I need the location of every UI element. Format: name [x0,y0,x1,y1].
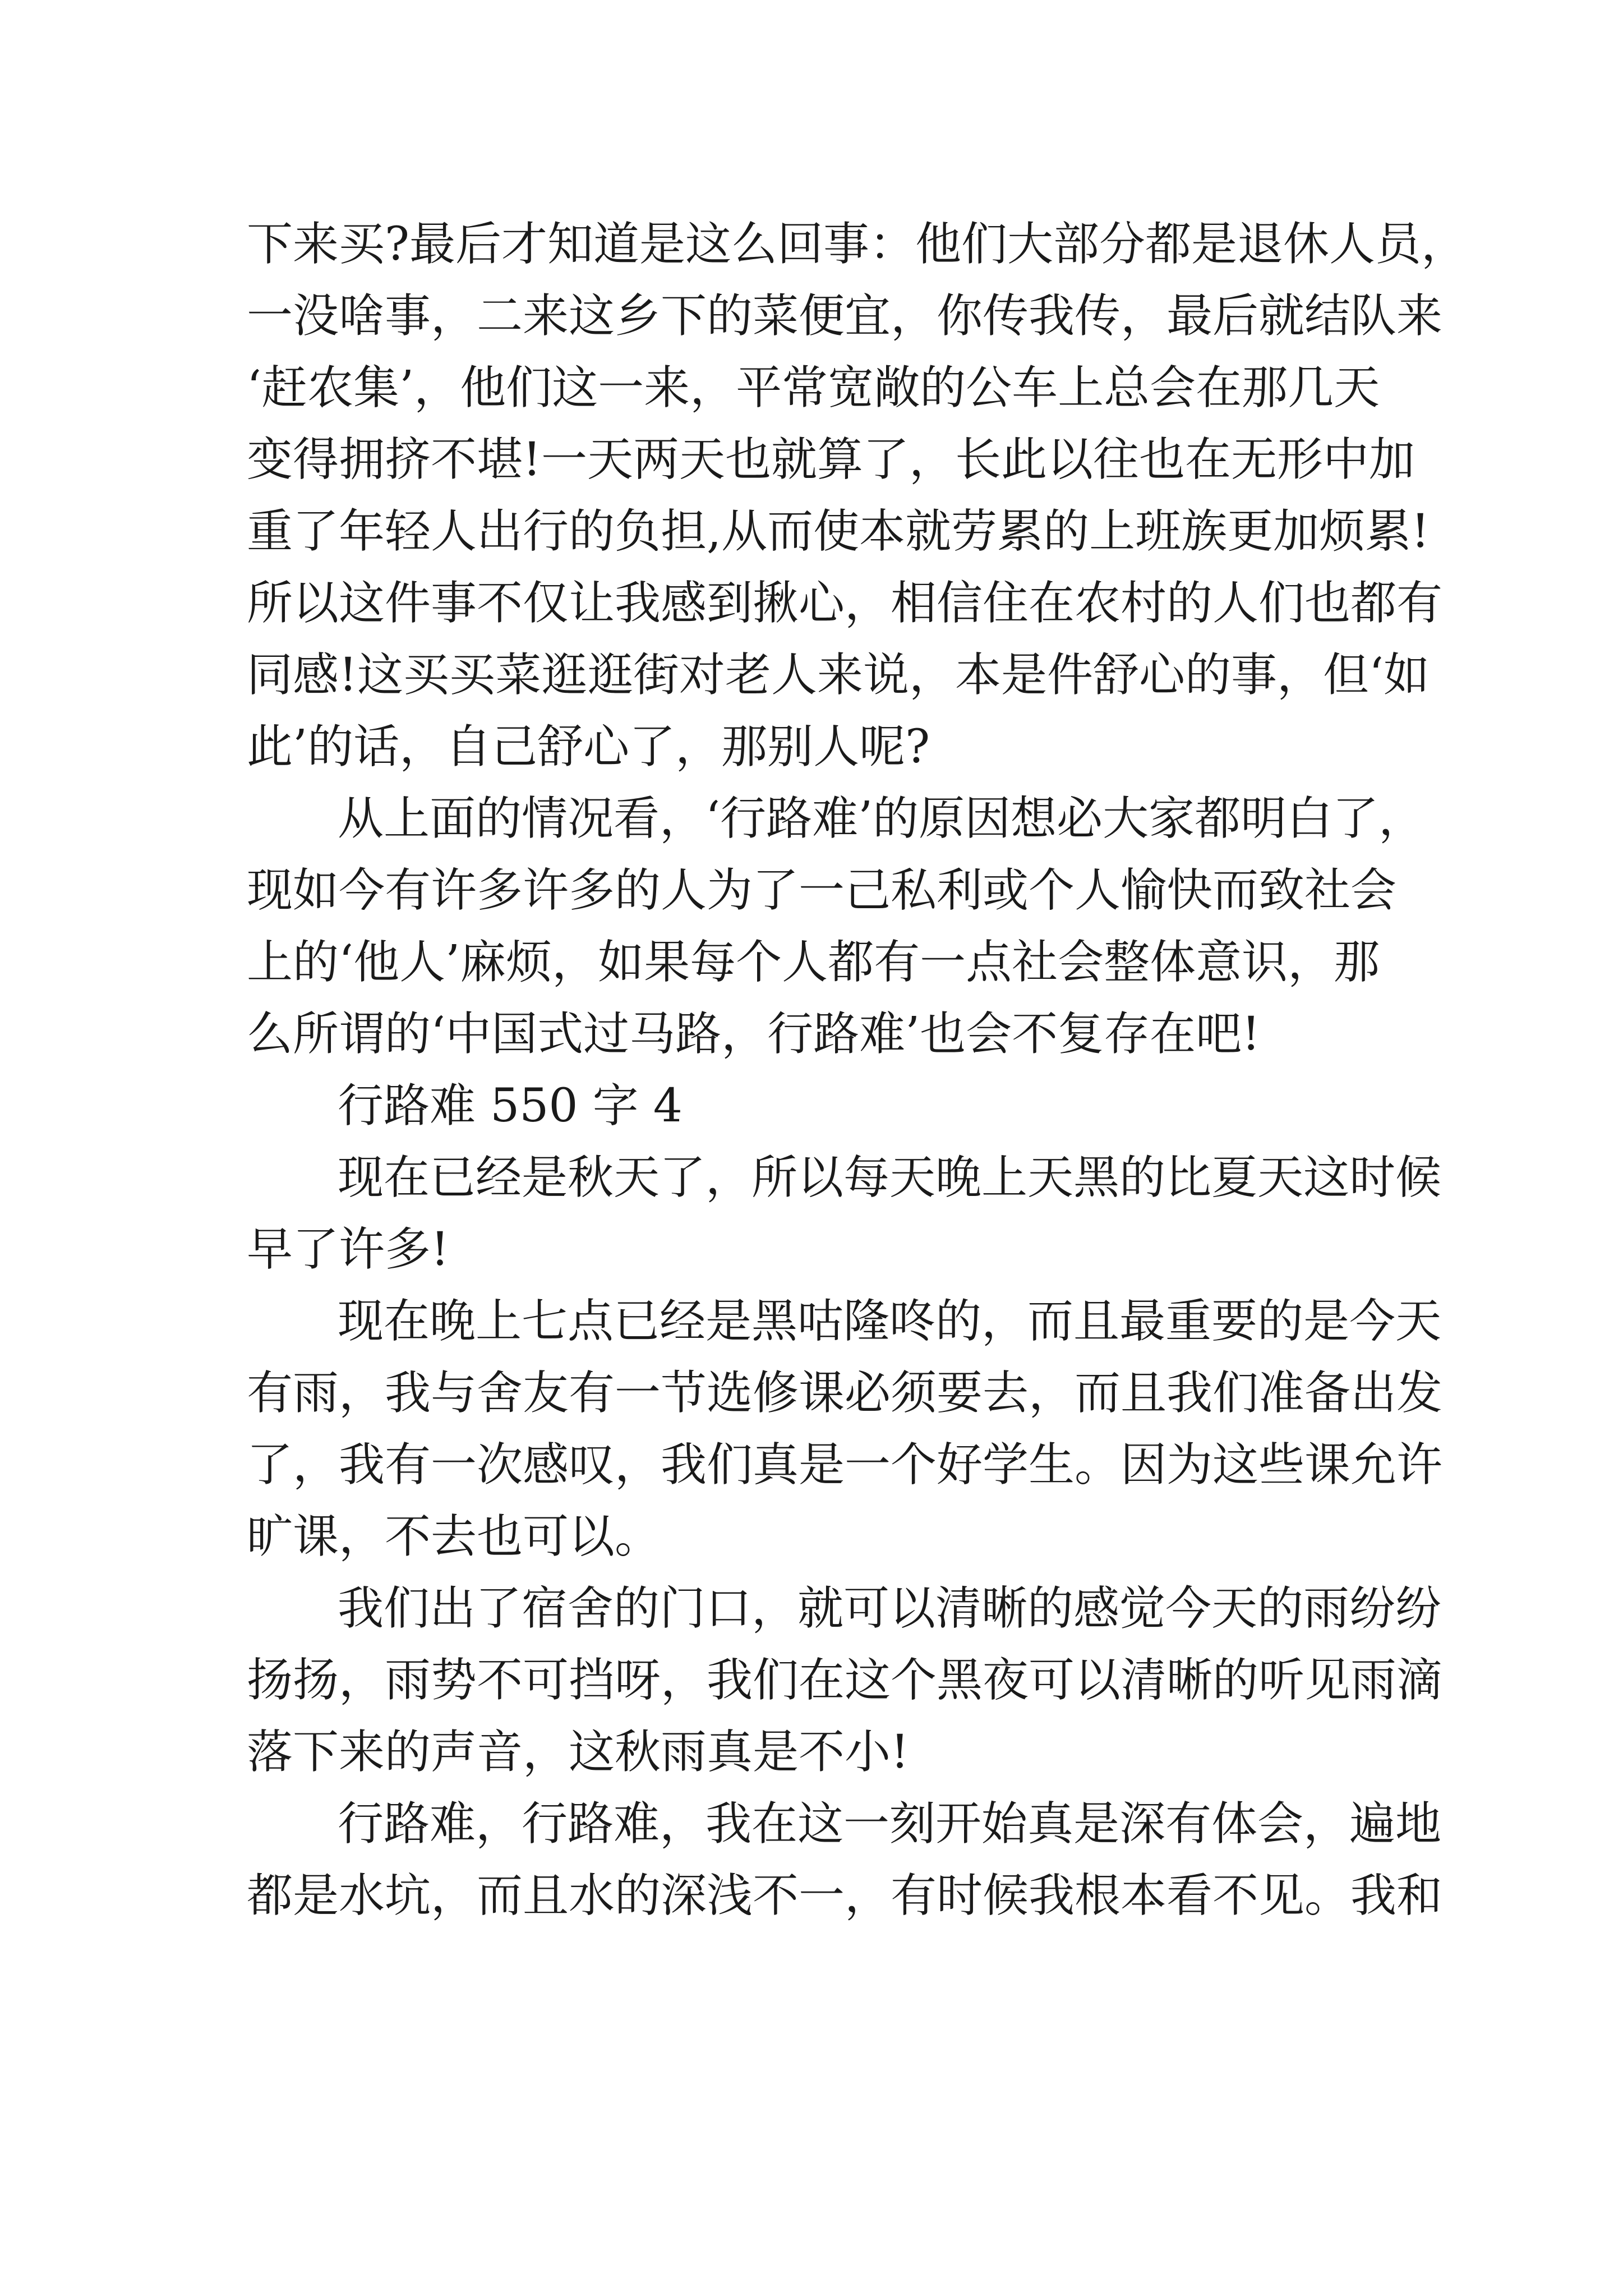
text-line: 了，我有一次感叹，我们真是一个好学生。因为这些课允许 [247,1438,1443,1492]
paragraph-first-line: 我们出了宿舍的门口，就可以清晰的感觉今天的雨纷纷 [338,1582,1442,1635]
text-line: 一没啥事，二来这乡下的菜便宜，你传我传，最后就结队来 [247,289,1443,343]
paragraph-first-line: 行路难，行路难，我在这一刻开始真是深有体会，遍地 [338,1797,1442,1851]
paragraph-first-line: 从上面的情况看，‘行路难’的原因想必大家都明白了， [338,792,1425,845]
text-line: 么所谓的‘中国式过马路，行路难’也会不复存在吧! [247,1007,1261,1061]
text-line: 扬扬，雨势不可挡呀，我们在这个黑夜可以清晰的听见雨滴 [247,1654,1443,1707]
text-line: 此’的话，自己舒心了，那别人呢? [247,720,930,774]
paragraph-first-line: 现在已经是秋天了，所以每天晚上天黑的比夏天这时候 [338,1151,1442,1204]
section-heading: 行路难 550 字 4 [338,1079,683,1133]
text-line: 下来买?最后才知道是这么回事：他们大部分都是退休人员， [247,218,1467,271]
text-line: 重了年轻人出行的负担,从而使本就劳累的上班族更加烦累! [247,505,1430,558]
text-line: 早了许多! [247,1223,449,1276]
document-body [247,209,1467,1932]
text-line: 同感!这买买菜逛逛街对老人来说，本是件舒心的事，但‘如 [247,648,1430,702]
text-line: 落下来的声音，这秋雨真是不小! [247,1726,909,1779]
paragraph-first-line: 现在晚上七点已经是黑咕隆咚的，而且最重要的是今天 [338,1295,1442,1348]
text-line: 所以这件事不仅让我感到揪心，相信住在农村的人们也都有 [247,577,1443,630]
text-line: 上的‘他人’麻烦，如果每个人都有一点社会整体意识，那 [247,936,1380,989]
text-line: 现如今有许多许多的人为了一己私利或个人愉快而致社会 [247,864,1397,917]
text-line: 有雨，我与舍友有一节选修课必须要去，而且我们准备出发 [247,1366,1443,1420]
text-line: 旷课，不去也可以。 [247,1510,661,1563]
text-line: 变得拥挤不堪!一天两天也就算了，长此以往也在无形中加 [247,433,1415,486]
text-line: ‘赶农集’，他们这一来，平常宽敞的公车上总会在那几天 [247,361,1380,415]
text-line: 都是水坑，而且水的深浅不一，有时候我根本看不见。我和 [247,1869,1443,1922]
